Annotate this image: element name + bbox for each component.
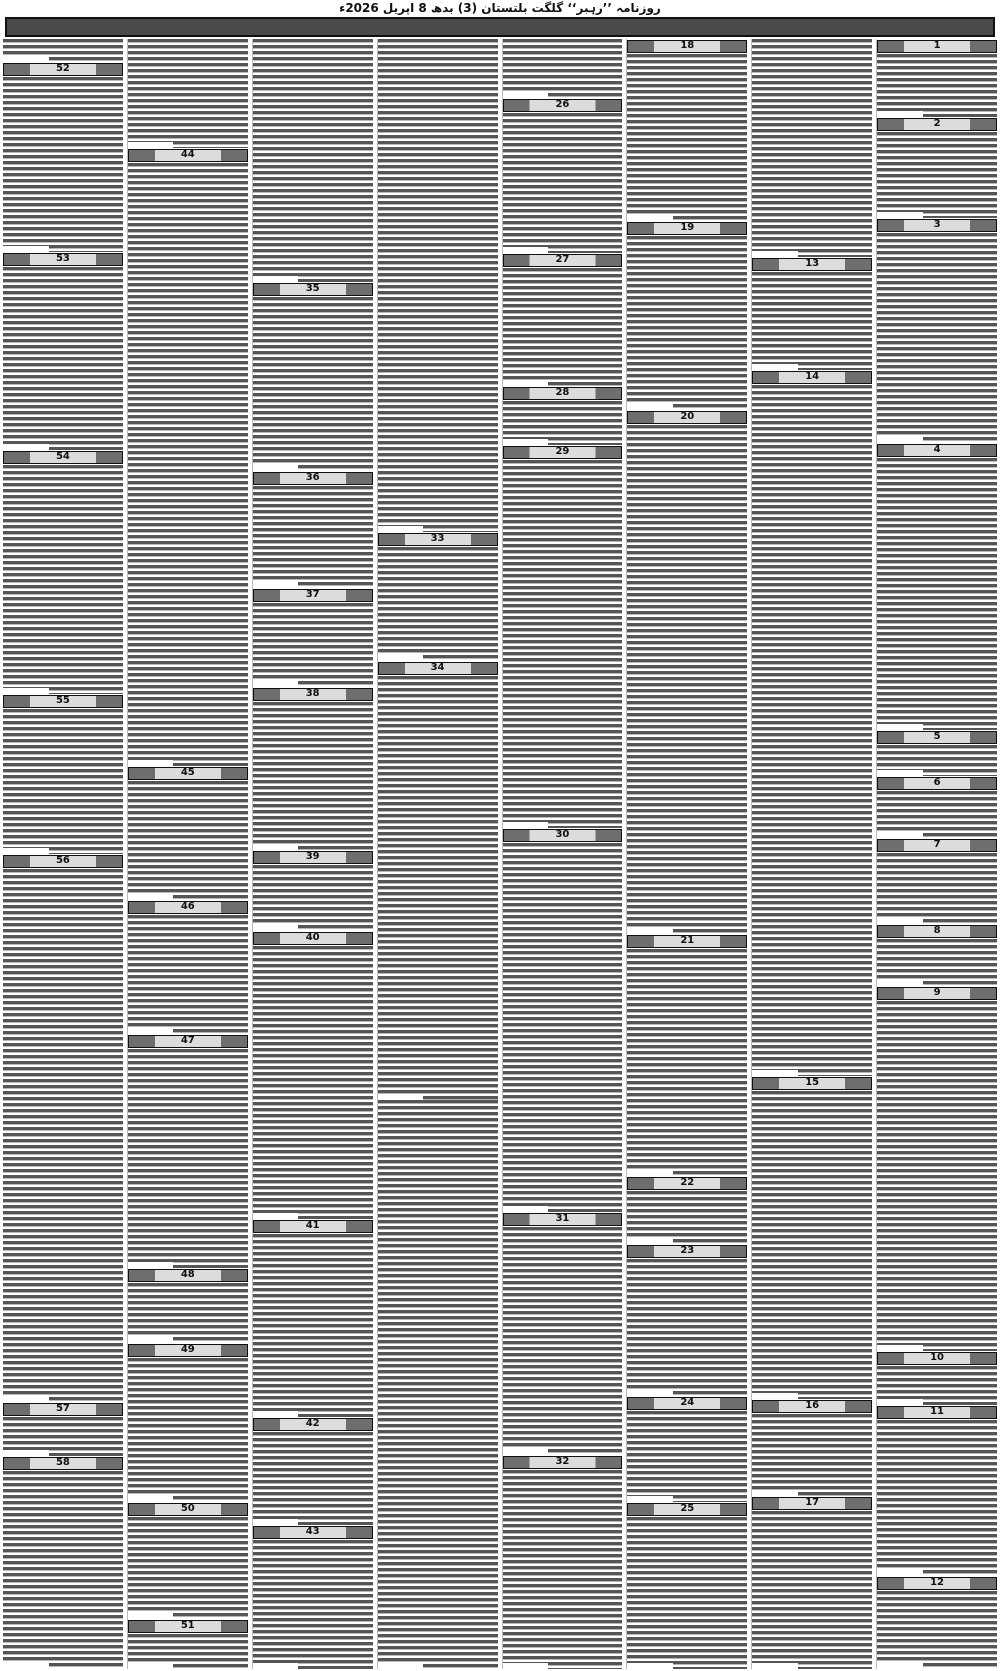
news-item-text <box>3 709 123 854</box>
news-item-number: 24 <box>627 1397 747 1410</box>
news-item-text <box>752 385 872 1076</box>
news-item-text <box>627 236 747 411</box>
news-item-text <box>253 1432 373 1525</box>
news-item <box>877 986 997 1351</box>
news-item-number: 20 <box>627 411 747 424</box>
news-item-text <box>3 1471 123 1669</box>
news-item <box>378 532 498 661</box>
news-item-number: 7 <box>877 839 997 852</box>
news-item-number: 2 <box>877 118 997 131</box>
news-item <box>253 931 373 1219</box>
news-item-text <box>378 1100 498 1669</box>
news-item-text <box>752 272 872 370</box>
news-item-text <box>253 702 373 849</box>
news-item-text <box>378 676 498 1101</box>
news-item <box>627 1502 747 1669</box>
masthead-banner <box>5 17 995 37</box>
news-item-number: 47 <box>128 1035 248 1048</box>
news-item-number: 10 <box>877 1352 997 1365</box>
news-item <box>128 1619 248 1669</box>
news-item-number: 19 <box>627 222 747 235</box>
news-item-text <box>752 1511 872 1669</box>
news-column <box>377 39 498 1669</box>
news-item-number: 11 <box>877 1406 997 1419</box>
news-item-text <box>503 1227 623 1455</box>
news-item-number: 15 <box>752 1077 872 1090</box>
news-item-number: 42 <box>253 1418 373 1431</box>
masthead-title: روزنامہ ’’رہبر‘‘ گلگت بلتستان (3) بدھ 8 اپریل 2026ء <box>339 1 661 15</box>
news-item-number: 37 <box>253 589 373 602</box>
news-item-number: 8 <box>877 925 997 938</box>
news-item-text <box>128 1049 248 1268</box>
news-item-number: 26 <box>503 99 623 112</box>
news-item <box>752 1496 872 1669</box>
news-item-text <box>752 1091 872 1399</box>
news-item-text <box>128 1634 248 1669</box>
news-item <box>253 471 373 588</box>
news-item-text <box>128 163 248 767</box>
news-item-text <box>752 39 872 257</box>
news-item <box>253 850 373 931</box>
news-item-text <box>877 458 997 730</box>
news-column <box>626 39 747 1669</box>
news-item-number: 36 <box>253 472 373 485</box>
news-item-text <box>253 603 373 687</box>
news-item <box>3 252 123 450</box>
news-item-text <box>877 939 997 986</box>
news-item-number: 25 <box>627 1503 747 1516</box>
news-item-text <box>877 132 997 218</box>
news-item-number: 21 <box>627 935 747 948</box>
news-item <box>128 1034 248 1268</box>
news-item <box>752 39 872 257</box>
news-item <box>503 253 623 386</box>
news-item <box>378 661 498 1101</box>
news-item <box>253 282 373 471</box>
news-item-text <box>503 39 623 98</box>
news-item-text <box>627 1411 747 1502</box>
news-item-number: 23 <box>627 1245 747 1258</box>
news-item-text <box>253 865 373 931</box>
news-item-number: 4 <box>877 444 997 457</box>
news-item-text <box>253 1234 373 1417</box>
news-item-number: 9 <box>877 987 997 1000</box>
news-item <box>627 39 747 221</box>
news-item-number: 3 <box>877 219 997 232</box>
news-item-text <box>3 1417 123 1455</box>
news-item <box>752 257 872 370</box>
news-item-number: 40 <box>253 932 373 945</box>
news-item-text <box>128 1517 248 1619</box>
news-item-number: 34 <box>378 662 498 675</box>
news-item-number: 49 <box>128 1344 248 1357</box>
news-item-text <box>877 1591 997 1669</box>
news-item <box>752 1076 872 1399</box>
news-item-text <box>3 267 123 450</box>
news-item <box>877 1405 997 1576</box>
news-item <box>128 148 248 767</box>
news-item <box>253 1417 373 1525</box>
news-item-number: 16 <box>752 1400 872 1413</box>
news-item <box>877 218 997 443</box>
news-item-number: 32 <box>503 1456 623 1469</box>
news-item-text <box>627 1191 747 1244</box>
news-item-text <box>877 233 997 443</box>
news-item-number: 22 <box>627 1177 747 1190</box>
news-item-number: 27 <box>503 254 623 267</box>
news-item-text <box>503 460 623 829</box>
news-item-text <box>253 39 373 282</box>
news-item-text <box>877 853 997 923</box>
news-item-text <box>877 1366 997 1405</box>
news-item <box>752 370 872 1076</box>
news-item <box>3 854 123 1402</box>
news-item-text <box>503 843 623 1212</box>
news-item-text <box>253 1540 373 1669</box>
news-item-text <box>877 745 997 777</box>
news-item-number: 14 <box>752 371 872 384</box>
news-item-number: 38 <box>253 688 373 701</box>
news-item <box>877 39 997 117</box>
news-item-text <box>503 113 623 253</box>
news-item <box>3 694 123 854</box>
news-item-text <box>253 486 373 588</box>
news-item <box>877 1351 997 1405</box>
news-item <box>128 39 248 148</box>
news-item-number: 1 <box>877 40 997 53</box>
news-column <box>127 39 248 1669</box>
news-item <box>877 443 997 730</box>
news-item <box>627 410 747 933</box>
news-item-number: 58 <box>3 1457 123 1470</box>
news-item-number: 43 <box>253 1526 373 1539</box>
news-item <box>877 838 997 923</box>
news-item-number: 56 <box>3 855 123 868</box>
news-item-number: 51 <box>128 1620 248 1633</box>
news-item-text <box>128 39 248 148</box>
news-item-number: 13 <box>752 258 872 271</box>
news-item-text <box>3 869 123 1402</box>
news-item <box>3 62 123 252</box>
news-item-number: 57 <box>3 1403 123 1416</box>
news-item <box>253 1525 373 1669</box>
news-item <box>877 924 997 986</box>
news-item-text <box>503 268 623 386</box>
news-item <box>128 900 248 1034</box>
news-item-text <box>752 1414 872 1497</box>
news-item <box>627 221 747 411</box>
news-item <box>627 1176 747 1244</box>
news-item <box>503 39 623 98</box>
news-item-number: 54 <box>3 451 123 464</box>
news-item-text <box>378 547 498 661</box>
news-item-text <box>877 54 997 117</box>
news-column <box>252 39 373 1669</box>
news-item-text <box>877 1420 997 1576</box>
news-item-number: 44 <box>128 149 248 162</box>
news-item <box>3 1402 123 1455</box>
news-item-text <box>877 791 997 838</box>
news-item <box>503 828 623 1212</box>
news-item <box>3 1456 123 1669</box>
news-item-number: 35 <box>253 283 373 296</box>
news-item-number: 28 <box>503 387 623 400</box>
news-item-text <box>503 401 623 445</box>
news-item-text <box>128 1358 248 1502</box>
news-item-number: 55 <box>3 695 123 708</box>
news-column <box>876 39 997 1669</box>
news-item <box>627 1396 747 1502</box>
news-item <box>503 98 623 253</box>
news-item <box>128 766 248 900</box>
news-item <box>3 450 123 694</box>
news-column <box>502 39 623 1669</box>
news-item-text <box>128 1283 248 1343</box>
news-item <box>253 687 373 849</box>
news-item <box>877 117 997 218</box>
news-item-number: 17 <box>752 1497 872 1510</box>
news-item <box>253 1219 373 1417</box>
news-columns <box>3 39 997 1669</box>
news-column <box>751 39 872 1669</box>
news-item-number: 39 <box>253 851 373 864</box>
news-item-number: 33 <box>378 533 498 546</box>
news-item <box>128 1268 248 1343</box>
news-item-text <box>627 425 747 933</box>
news-item-number: 46 <box>128 901 248 914</box>
news-item <box>503 445 623 829</box>
news-item-text <box>253 946 373 1219</box>
news-item-text <box>627 949 747 1177</box>
news-item-number: 52 <box>3 63 123 76</box>
news-item <box>627 934 747 1177</box>
news-item-text <box>253 297 373 471</box>
news-item <box>503 1455 623 1669</box>
news-item <box>503 386 623 445</box>
news-item-text <box>503 1470 623 1669</box>
news-item <box>128 1502 248 1619</box>
news-item <box>752 1399 872 1497</box>
news-item <box>253 588 373 687</box>
news-item-number: 31 <box>503 1213 623 1226</box>
news-item-number: 30 <box>503 829 623 842</box>
news-item-text <box>3 77 123 252</box>
news-item-number: 50 <box>128 1503 248 1516</box>
news-item-number: 5 <box>877 731 997 744</box>
news-item-number: 53 <box>3 253 123 266</box>
news-item <box>128 1343 248 1502</box>
news-item-text <box>627 54 747 221</box>
news-item-number: 29 <box>503 446 623 459</box>
news-item-text <box>3 465 123 694</box>
news-item-text <box>3 39 123 62</box>
news-item <box>877 730 997 777</box>
news-item-number: 12 <box>877 1577 997 1590</box>
news-item <box>877 776 997 838</box>
news-item-text <box>627 1259 747 1396</box>
news-item-text <box>378 39 498 532</box>
news-item-text <box>128 781 248 900</box>
news-item <box>877 1576 997 1669</box>
news-item-text <box>128 915 248 1034</box>
news-item-number: 6 <box>877 777 997 790</box>
news-item <box>378 1100 498 1669</box>
news-column <box>3 39 123 1669</box>
news-item <box>378 39 498 532</box>
news-item-text <box>877 1001 997 1351</box>
news-item <box>3 39 123 62</box>
news-item-number: 41 <box>253 1220 373 1233</box>
news-item-text <box>627 1517 747 1669</box>
news-item <box>627 1244 747 1396</box>
news-item-number: 18 <box>627 40 747 53</box>
news-item-number: 48 <box>128 1269 248 1282</box>
news-item <box>503 1212 623 1455</box>
news-item <box>253 39 373 282</box>
news-item-number: 45 <box>128 767 248 780</box>
